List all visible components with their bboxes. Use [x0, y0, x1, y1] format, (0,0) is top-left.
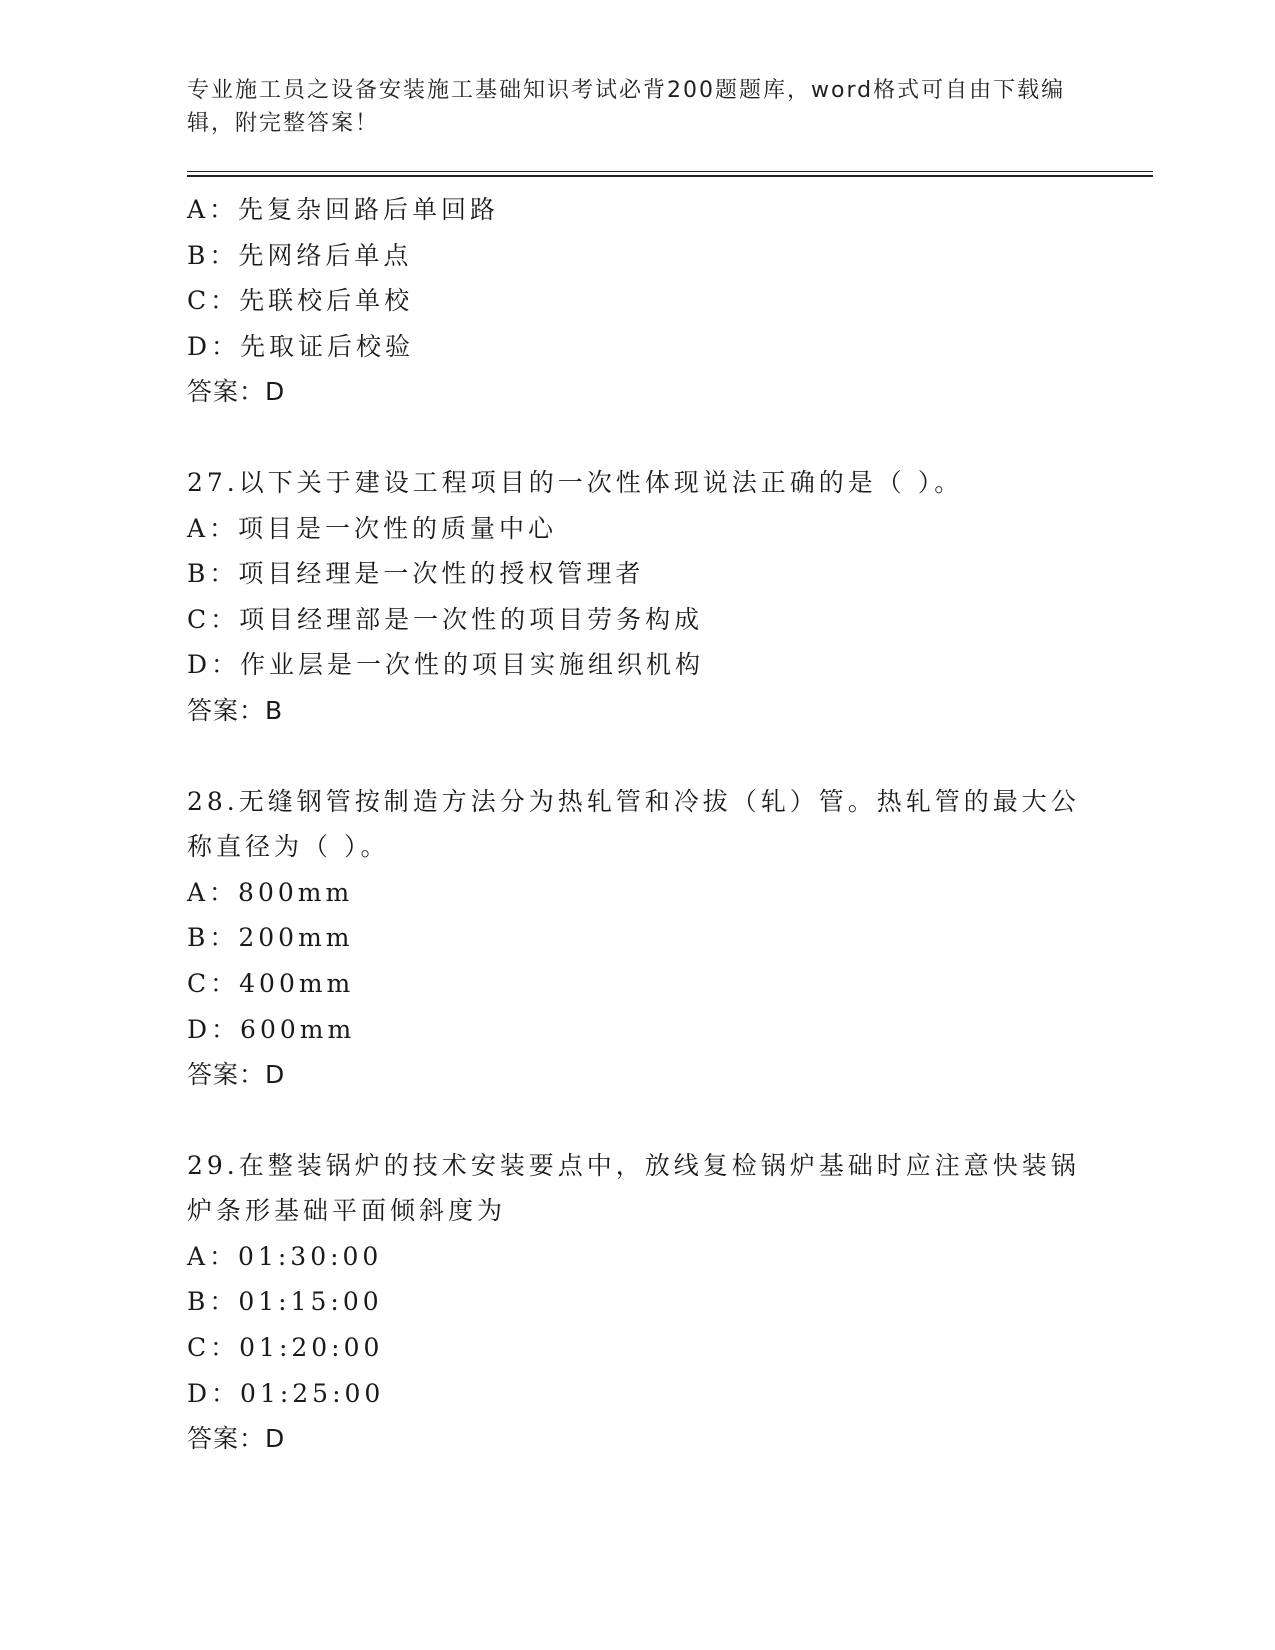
answer: 答案：B [187, 695, 284, 725]
option-d: D：作业层是一次性的项目实施组织机构 [187, 650, 705, 680]
spacer [187, 415, 1153, 460]
option-b: B：200mm [187, 923, 354, 953]
answer: 答案：D [187, 1424, 286, 1454]
header-divider-thin [187, 171, 1153, 172]
question-text: 28.无缝钢管按制造方法分为热轧管和冷拔（轧）管。热轧管的最大公称直径为（ ）。 [187, 786, 1080, 862]
option-d: D：先取证后校验 [187, 331, 415, 361]
option-c: C：01:20:00 [187, 1333, 384, 1363]
option-b: B：先网络后单点 [187, 240, 413, 270]
answer: 答案：D [187, 377, 286, 407]
document-header: 专业施工员之设备安装施工基础知识考试必背200题题库，word格式可自由下载编辑，附完整答案！ [187, 78, 1066, 136]
option-d: D：01:25:00 [187, 1378, 385, 1408]
question-29 [187, 1143, 1153, 1462]
answer: 答案：D [187, 1060, 286, 1090]
option-b: B：01:15:00 [187, 1287, 383, 1317]
option-a: A：项目是一次性的质量中心 [187, 513, 558, 543]
option-b: B：项目经理是一次性的授权管理者 [187, 559, 645, 589]
option-a: A：先复杂回路后单回路 [187, 195, 500, 224]
option-a: A：01:30:00 [187, 1241, 383, 1271]
option-a: A：800mm [187, 877, 354, 907]
spacer [187, 1098, 1153, 1143]
option-d: D：600mm [187, 1014, 356, 1044]
spacer [187, 734, 1153, 779]
option-c: C：先联校后单校 [187, 286, 414, 316]
question-27 [187, 460, 1153, 734]
option-c: C：400mm [187, 968, 355, 998]
question-text: 29.在整装锅炉的技术安装要点中，放线复检锅炉基础时应注意快装锅炉条形基础平面倾斜度为 [187, 1150, 1080, 1226]
question-26 [187, 187, 1153, 415]
question-list [187, 187, 1153, 1462]
header-divider-thick [187, 175, 1153, 177]
option-c: C：项目经理部是一次性的项目劳务构成 [187, 604, 704, 634]
question-28 [187, 779, 1153, 1098]
question-text: 27.以下关于建设工程项目的一次性体现说法正确的是（ ）。 [187, 467, 964, 497]
